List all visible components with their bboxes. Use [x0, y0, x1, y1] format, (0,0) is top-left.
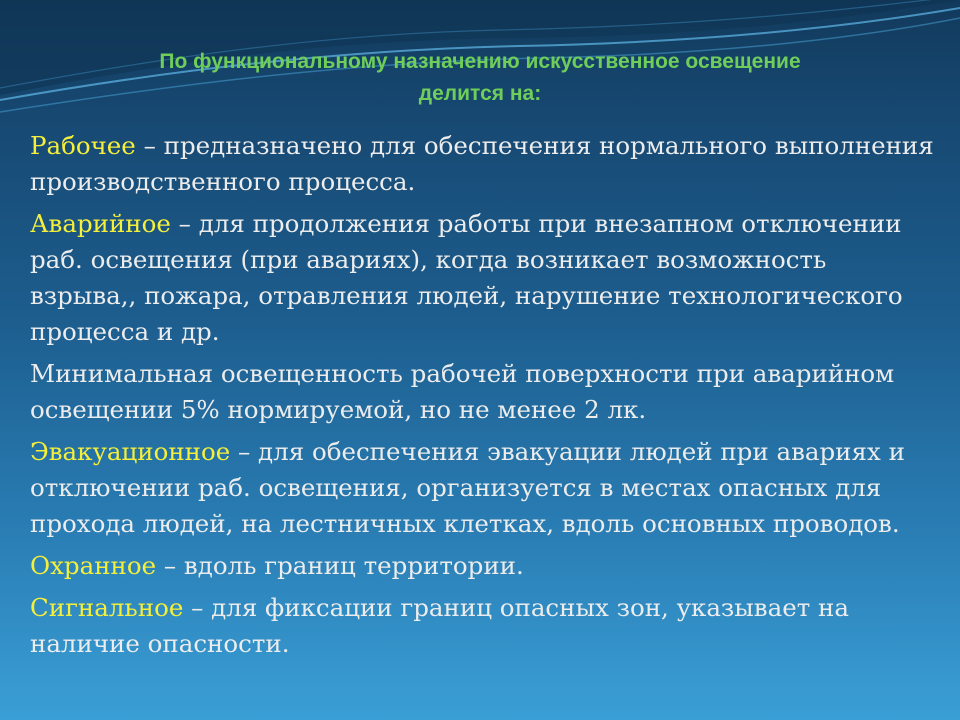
term-description: – для фиксации границ опасных зон, указывает на наличие опасности. [30, 593, 849, 658]
term-description: – для обеспечения эвакуации людей при авариях и отключении раб. освещения, организуется в местах опасных для прохода людей, на лестничных клетках, вдоль основных проводов. [30, 437, 905, 538]
term-label: Рабочее [30, 131, 136, 160]
list-item-signal [30, 590, 935, 662]
term-label: Эвакуационное [30, 437, 231, 466]
title-line-1: По функциональному назначению искусственное освещение [159, 50, 801, 73]
list-item-emergency [30, 206, 935, 350]
slide-content [30, 128, 935, 668]
term-description: – предназначено для обеспечения нормального выполнения производственного процесса. [30, 131, 934, 196]
term-description: – вдоль границ территории. [156, 551, 524, 580]
term-label: Сигнальное [30, 593, 184, 622]
term-description: Минимальная освещенность рабочей поверхности при аварийном освещении 5% нормируемой, но не менее 2 лк. [30, 359, 895, 424]
term-label: Охранное [30, 551, 157, 580]
list-item-evacuation [30, 434, 935, 542]
term-description: – для продолжения работы при внезапном отключении раб. освещения (при авариях), когда возникает возможность взрыва,, пожара, отравления людей, нарушение технологического процесса и др. [30, 209, 903, 346]
term-label: Аварийное [30, 209, 171, 238]
list-item-security [30, 548, 935, 584]
list-item-working [30, 128, 935, 200]
title-line-2: делится на: [418, 82, 542, 105]
slide-title [60, 46, 900, 110]
list-item-minimum-illuminance [30, 356, 935, 428]
